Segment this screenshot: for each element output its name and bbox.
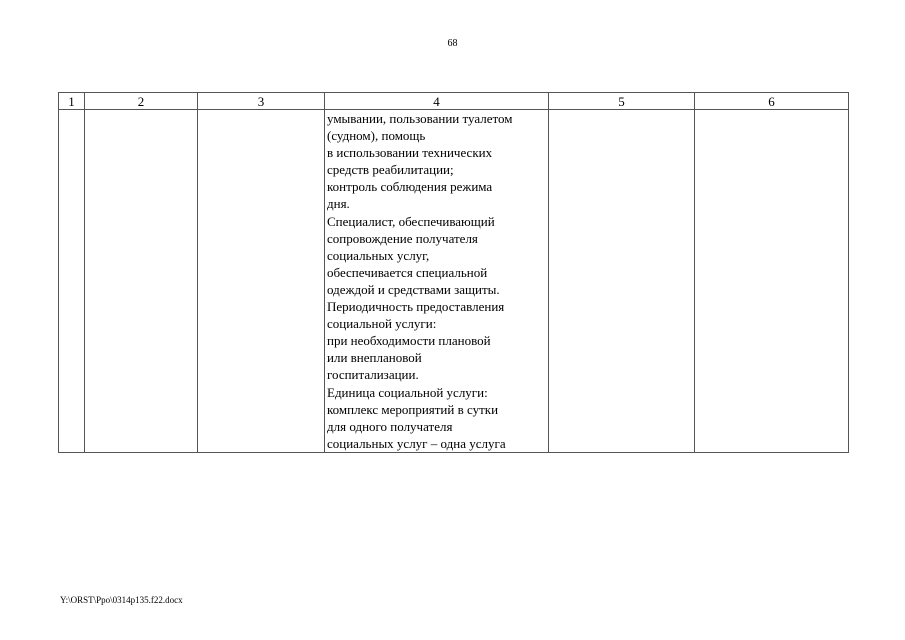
text-line: госпитализации. bbox=[327, 367, 419, 383]
text-line: одеждой и средствами защиты. bbox=[327, 281, 500, 297]
column-header-3: 3 bbox=[198, 93, 325, 110]
text-line: (судном), помощь bbox=[327, 128, 426, 144]
text-line: дня. bbox=[327, 196, 350, 212]
page-number: 68 bbox=[447, 38, 458, 49]
column-header-5: 5 bbox=[549, 93, 695, 110]
text-line: при необходимости плановой bbox=[327, 333, 491, 349]
text-line: Специалист, обеспечивающий bbox=[327, 213, 495, 229]
text-line: социальных услуг – одна услуга bbox=[327, 435, 506, 451]
table-row bbox=[59, 110, 849, 453]
cell-col-6 bbox=[695, 110, 849, 453]
cell-col-5 bbox=[549, 110, 695, 453]
text-line: сопровождение получателя bbox=[327, 230, 478, 246]
text-line: для одного получателя bbox=[327, 418, 453, 434]
text-line: или внеплановой bbox=[327, 350, 422, 366]
text-line: социальной услуги: bbox=[327, 316, 437, 332]
text-line: умывании, пользовании туалетом bbox=[327, 111, 513, 126]
text-line: обеспечивается специальной bbox=[327, 264, 488, 280]
text-line: Единица социальной услуги: bbox=[327, 384, 488, 400]
service-table bbox=[58, 92, 849, 453]
service-description bbox=[325, 110, 548, 452]
cell-col-2 bbox=[85, 110, 198, 453]
table-header-row bbox=[59, 93, 849, 110]
column-header-2: 2 bbox=[85, 93, 198, 110]
cell-col-1 bbox=[59, 110, 85, 453]
text-line: средств реабилитации; bbox=[327, 162, 454, 178]
text-line: в использовании технических bbox=[327, 145, 493, 161]
text-line: Периодичность предоставления bbox=[327, 299, 505, 315]
text-line: контроль соблюдения режима bbox=[327, 179, 493, 195]
column-header-4: 4 bbox=[325, 93, 549, 110]
cell-col-4 bbox=[325, 110, 549, 453]
cell-col-3 bbox=[198, 110, 325, 453]
column-header-6: 6 bbox=[695, 93, 849, 110]
column-header-1: 1 bbox=[59, 93, 85, 110]
footer-file-path: Y:\ORST\Ppo\0314p135.f22.docx bbox=[60, 595, 183, 605]
text-line: социальных услуг, bbox=[327, 247, 430, 263]
text-line: комплекс мероприятий в сутки bbox=[327, 401, 499, 417]
